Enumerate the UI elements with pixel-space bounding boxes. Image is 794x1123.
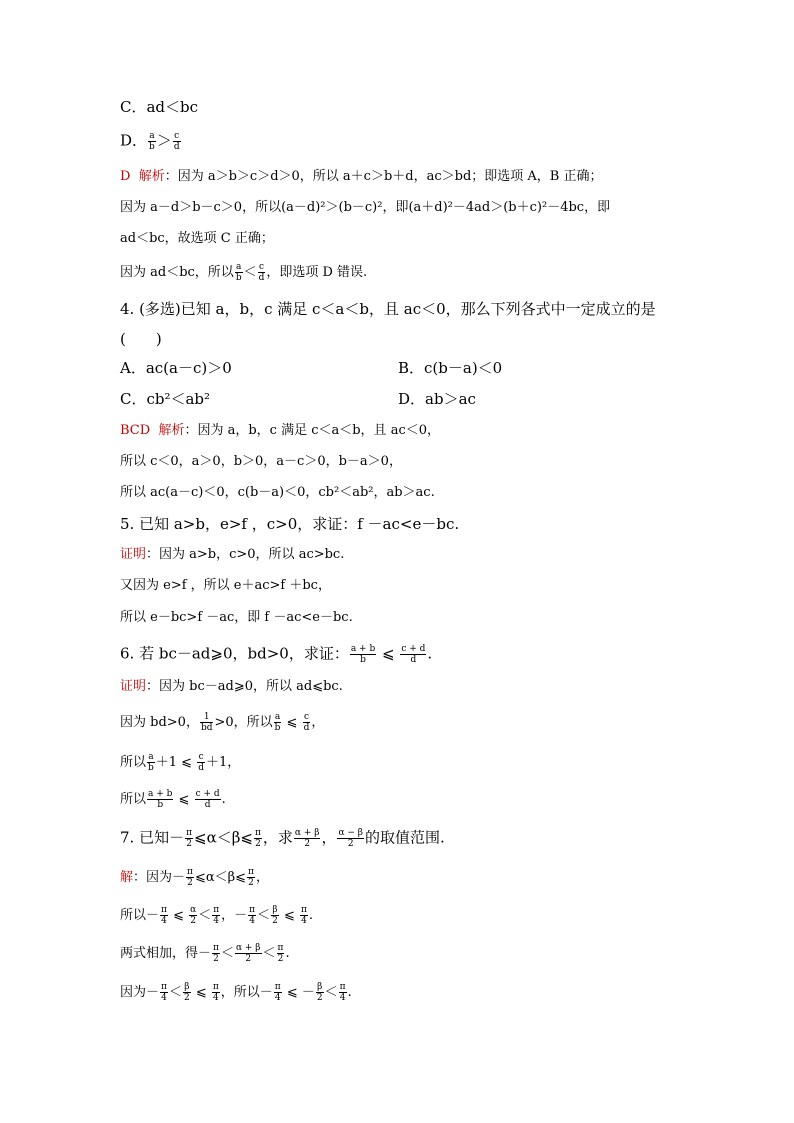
solution-label: 解: [120, 870, 134, 885]
q6-proof-line-4: 所以 $\frac{a + b}{b}$ ⩽ $\frac{c + d}{d}$ .: [120, 789, 226, 810]
fraction: $\frac{1}{bd}$: [200, 712, 213, 733]
q4-answer-paren: ( ): [120, 330, 162, 348]
q5-stem: 5. 已知 a>b，e>f ，c>0，求证：f －ac<e－bc.: [120, 515, 460, 533]
proof-label: 证明: [120, 547, 147, 562]
fraction: $\frac{\pi}{2}$: [186, 828, 193, 849]
fraction: $\frac{\beta}{2}$: [183, 982, 190, 1003]
answer-letter: D: [120, 169, 131, 184]
fraction: $\frac{\pi}{2}$: [277, 943, 284, 964]
q5-proof-line-3: 所以 e－bc>f －ac，即 f －ac<e－bc.: [120, 610, 353, 625]
fraction: $\frac{a}{b}$: [148, 752, 154, 773]
q3-solution-line-1: D 解析：因为 a＞b＞c＞d＞0，所以 a＋c＞b＋d，ac＞bd；即选项 A，B 正确；: [120, 169, 603, 184]
fraction: $\frac{a}{b}$: [235, 262, 242, 283]
fraction: $\frac{\pi}{2}$: [213, 943, 219, 964]
fraction: $\frac{\pi}{2}$: [248, 867, 254, 888]
fraction: $\frac{\pi}{4}$: [161, 982, 167, 1003]
fraction: $\frac{\alpha + \beta}{2}$: [294, 828, 320, 849]
fraction: $\frac{\pi}{4}$: [212, 982, 219, 1003]
fraction: $\frac{\pi}{4}$: [213, 905, 220, 926]
fraction: $\frac{c}{d}$: [173, 131, 180, 152]
fraction: $\frac{c}{d}$: [198, 752, 204, 773]
answer-letter: BCD: [120, 423, 151, 438]
q6-stem: 6. 若 bc－ad⩾0，bd>0，求证： $\frac{a + b}{b}$ ⩽ $\frac{c + d}{d}$ .: [120, 644, 433, 665]
q5-proof-line-2: 又因为 e>f ，所以 e＋ac>f ＋bc，: [120, 578, 331, 593]
fraction: $\frac{\pi}{4}$: [339, 982, 346, 1003]
q4-stem: 4. (多选)已知 a，b，c 满足 c＜a＜b，且 ac＜0，那么下列各式中一定成立的是: [120, 300, 656, 318]
fraction: $\frac{c}{d}$: [303, 712, 310, 733]
q4-solution-line-3: 所以 ac(a－c)＜0，c(b－a)＜0，cb²＜ab²，ab＞ac.: [120, 485, 435, 500]
fraction: $\frac{a}{b}$: [274, 712, 281, 733]
q4-option-b: B．c(b－a)＜0: [398, 359, 503, 377]
q4-solution-line-1: BCD 解析：因为 a，b，c 满足 c＜a＜b，且 ac＜0，: [120, 423, 440, 438]
q7-solution-line-1: 解：因为－ $\frac{\pi}{2}$ ⩽α＜β⩽ $\frac{\pi}{2}$ ，: [120, 867, 269, 888]
q7-stem: 7. 已知－ $\frac{\pi}{2}$ ⩽α＜β⩽ $\frac{\pi}{2}$ ，求 $\frac{\alpha + \beta}{2}$ ， $\frac{\alpha - \beta}{2}$ 的取值范围.: [120, 828, 445, 849]
fraction: $\frac{a}{b}$: [149, 131, 155, 152]
proof-label: 证明: [120, 679, 147, 694]
fraction: $\frac{a + b}{b}$: [148, 789, 173, 810]
fraction: $\frac{c + d}{d}$: [401, 644, 426, 665]
q3-solution-line-2: 因为 a－d＞b－c＞0，所以(a－d)²＞(b－c)²，即(a＋d)²－4ad＞(b＋c)²－4bc，即: [120, 200, 611, 215]
fraction: $\frac{\beta}{2}$: [316, 982, 323, 1003]
q6-proof-line-2: 因为 bd>0， $\frac{1}{bd}$ >0，所以 $\frac{a}{b}$ ⩽ $\frac{c}{d}$ ，: [120, 712, 325, 733]
fraction: $\frac{\pi}{4}$: [300, 905, 307, 926]
q4-solution-line-2: 所以 c＜0，a＞0，b＞0，a－c＞0，b－a＞0，: [120, 454, 402, 469]
q4-option-a: A．ac(a－c)＞0: [120, 359, 232, 377]
fraction: $\frac{\alpha + \beta}{2}$: [235, 943, 261, 964]
q4-option-d: D．ab＞ac: [398, 390, 476, 408]
fraction: $\frac{\pi}{4}$: [274, 982, 281, 1003]
fraction: $\frac{c + d}{d}$: [195, 789, 220, 810]
fraction: $\frac{\pi}{4}$: [161, 905, 167, 926]
fraction: $\frac{c}{d}$: [258, 262, 265, 283]
fraction: $\frac{\alpha}{2}$: [190, 905, 197, 926]
q3-option-c: C．ad＜bc: [120, 98, 199, 116]
q3-solution-line-4: 因为 ad＜bc，所以 $\frac{a}{b}$ ＜ $\frac{c}{d}$ ，即选项 D 错误.: [120, 262, 368, 283]
fraction: $\frac{\beta}{2}$: [272, 905, 278, 926]
analysis-label: 解析: [138, 169, 165, 184]
q3-option-d: D． $\frac{a}{b}$ ＞ $\frac{c}{d}$: [120, 131, 180, 152]
fraction: $\frac{\pi}{2}$: [254, 828, 261, 849]
q4-option-c: C．cb²＜ab²: [120, 390, 211, 408]
q6-proof-line-1: 证明：因为 bc－ad⩾0，所以 ad⩽bc.: [120, 679, 343, 694]
q7-solution-line-4: 因为－ $\frac{\pi}{4}$ ＜ $\frac{\beta}{2}$ ⩽ $\frac{\pi}{4}$ ，所以－ $\frac{\pi}{4}$ ⩽ － $\frac{\beta}{2}$ ＜ $\frac{\pi}{4}$ .: [120, 982, 352, 1003]
fraction: $\frac{a + b}{b}$: [350, 644, 376, 665]
analysis-label: 解析: [158, 423, 185, 438]
q7-solution-line-2: 所以－ $\frac{\pi}{4}$ ⩽ $\frac{\alpha}{2}$ ＜ $\frac{\pi}{4}$ ，－ $\frac{\pi}{4}$ ＜ $\frac{\beta}{2}$ ⩽ $\frac{\pi}{4}$ .: [120, 905, 314, 926]
q6-proof-line-3: 所以 $\frac{a}{b}$ ＋1 ⩽ $\frac{c}{d}$ ＋1，: [120, 752, 241, 773]
q7-solution-line-3: 两式相加，得－ $\frac{\pi}{2}$ ＜ $\frac{\alpha + \beta}{2}$ ＜ $\frac{\pi}{2}$ .: [120, 943, 290, 964]
fraction: $\frac{\pi}{4}$: [249, 905, 256, 926]
q5-proof-line-1: 证明：因为 a>b，c>0，所以 ac>bc.: [120, 547, 345, 562]
fraction: $\frac{\pi}{2}$: [187, 867, 193, 888]
fraction: $\frac{\alpha - \beta}{2}$: [338, 828, 364, 849]
q3-solution-line-3: ad＜bc，故选项 C 正确；: [120, 231, 274, 246]
